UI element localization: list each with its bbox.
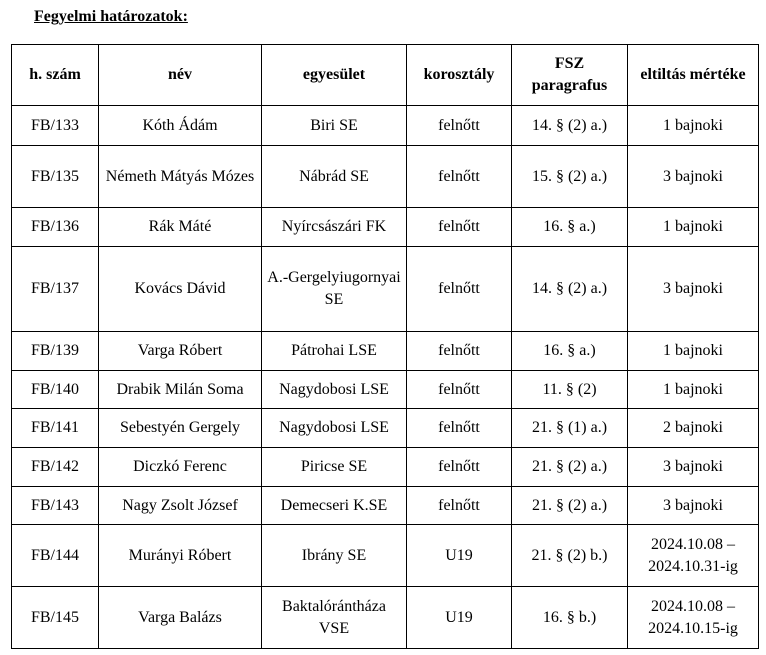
header-club: egyesület [262,45,407,106]
cell-fsz-paragraph: 21. § (1) a.) [512,409,628,448]
cell-ban-extent: 3 bajnoki [628,448,759,487]
cell-decision-number: FB/142 [12,448,99,487]
cell-club: Piricse SE [262,448,407,487]
cell-name: Rák Máté [99,208,262,247]
table-row [12,247,759,332]
cell-name: Nagy Zsolt József [99,487,262,525]
table-row [12,106,759,146]
cell-fsz-paragraph: 11. § (2) [512,371,628,409]
table-row [12,448,759,487]
cell-fsz-paragraph: 21. § (2) a.) [512,487,628,525]
header-ban-extent: eltiltás mértéke [628,45,759,106]
cell-name: Sebestyén Gergely [99,409,262,448]
cell-ban-extent: 3 bajnoki [628,247,759,332]
cell-age-group: felnőtt [407,106,512,146]
cell-club: Nagydobosi LSE [262,409,407,448]
cell-age-group: felnőtt [407,371,512,409]
cell-age-group: U19 [407,525,512,587]
cell-ban-extent: 1 bajnoki [628,208,759,247]
cell-decision-number: FB/136 [12,208,99,247]
table-row [12,332,759,371]
cell-club: Nyírcsászári FK [262,208,407,247]
cell-fsz-paragraph: 14. § (2) a.) [512,106,628,146]
cell-fsz-paragraph: 15. § (2) a.) [512,146,628,208]
cell-ban-extent: 3 bajnoki [628,146,759,208]
table-row [12,525,759,587]
cell-club: Pátrohai LSE [262,332,407,371]
cell-decision-number: FB/144 [12,525,99,587]
document-heading: Fegyelmi határozatok: [34,8,188,25]
table-row [12,487,759,525]
cell-age-group: felnőtt [407,448,512,487]
cell-name: Diczkó Ferenc [99,448,262,487]
cell-name: Drabik Milán Soma [99,371,262,409]
cell-decision-number: FB/143 [12,487,99,525]
cell-decision-number: FB/133 [12,106,99,146]
cell-club: Nagydobosi LSE [262,371,407,409]
cell-fsz-paragraph: 21. § (2) b.) [512,525,628,587]
cell-ban-extent: 2024.10.08 – 2024.10.31-ig [628,525,759,587]
header-decision-number: h. szám [12,45,99,106]
cell-age-group: felnőtt [407,487,512,525]
cell-name: Németh Mátyás Mózes [99,146,262,208]
cell-fsz-paragraph: 21. § (2) a.) [512,448,628,487]
cell-club: Ibrány SE [262,525,407,587]
header-name: név [99,45,262,106]
cell-age-group: felnőtt [407,409,512,448]
table-row [12,208,759,247]
table-row [12,146,759,208]
cell-age-group: felnőtt [407,247,512,332]
cell-decision-number: FB/137 [12,247,99,332]
cell-age-group: felnőtt [407,332,512,371]
cell-decision-number: FB/139 [12,332,99,371]
cell-decision-number: FB/140 [12,371,99,409]
cell-decision-number: FB/141 [12,409,99,448]
table-row [12,587,759,649]
cell-name: Varga Balázs [99,587,262,649]
cell-ban-extent: 1 bajnoki [628,106,759,146]
cell-club: Baktalórántháza VSE [262,587,407,649]
header-age-group: korosztály [407,45,512,106]
cell-club: Demecseri K.SE [262,487,407,525]
table-header-row [12,45,759,106]
cell-age-group: felnőtt [407,208,512,247]
cell-name: Varga Róbert [99,332,262,371]
cell-club: A.-Gergelyiugornyai SE [262,247,407,332]
table-row [12,371,759,409]
cell-name: Murányi Róbert [99,525,262,587]
cell-fsz-paragraph: 14. § (2) a.) [512,247,628,332]
table-row [12,409,759,448]
cell-club: Biri SE [262,106,407,146]
cell-age-group: U19 [407,587,512,649]
cell-decision-number: FB/135 [12,146,99,208]
disciplinary-decisions-table [11,44,759,649]
cell-name: Kóth Ádám [99,106,262,146]
cell-decision-number: FB/145 [12,587,99,649]
cell-club: Nábrád SE [262,146,407,208]
cell-ban-extent: 2024.10.08 – 2024.10.15-ig [628,587,759,649]
cell-age-group: felnőtt [407,146,512,208]
cell-ban-extent: 1 bajnoki [628,371,759,409]
header-fsz-paragraph: FSZ paragrafus [512,45,628,106]
cell-fsz-paragraph: 16. § a.) [512,332,628,371]
cell-ban-extent: 1 bajnoki [628,332,759,371]
cell-ban-extent: 3 bajnoki [628,487,759,525]
cell-name: Kovács Dávid [99,247,262,332]
cell-ban-extent: 2 bajnoki [628,409,759,448]
cell-fsz-paragraph: 16. § a.) [512,208,628,247]
cell-fsz-paragraph: 16. § b.) [512,587,628,649]
